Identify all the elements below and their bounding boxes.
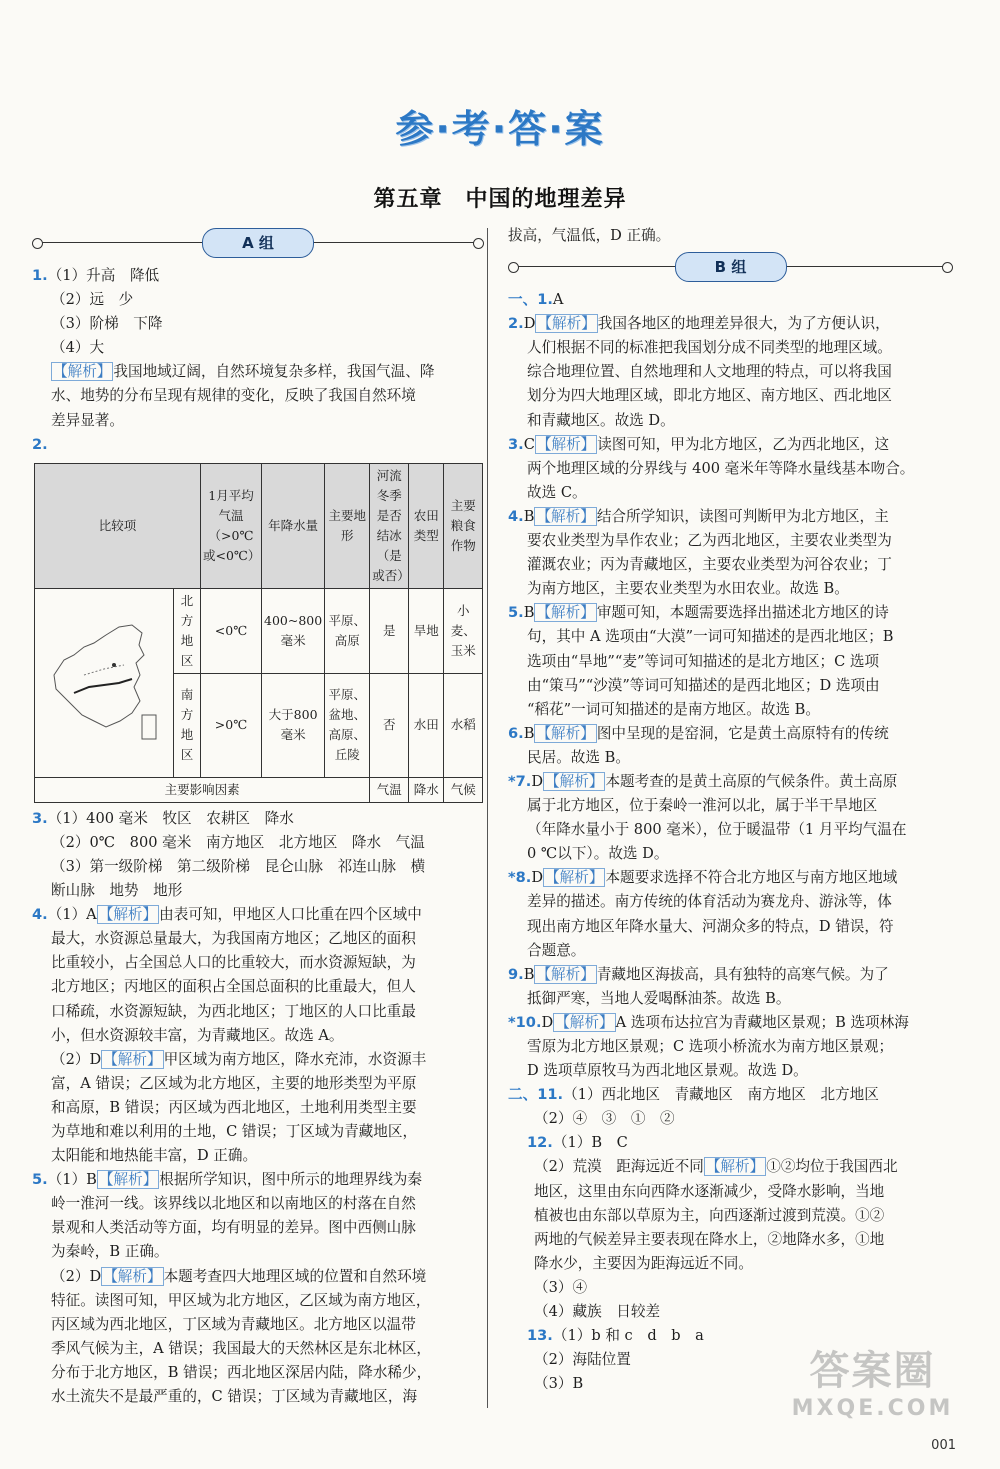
question-2: 2. 比较项 1月平均气温（>0℃或<0℃） 年降水量 主要地形 河流冬季是否结冰（是或否） 农田类型 主要粮食作物 北方地区 <0℃ 400~800毫米 平原、高原 是 旱地 小麦、玉米 南方地区 >0℃ 大于800毫米 平原、盆地、高原、丘陵 否 水田 水稻 主要影响因素 气温 降水 气候 [32,433,484,803]
question-3: 3.（1）400 毫米 牧区 农耕区 降水 （2）0℃ 800 毫米 南方地区 北方地区 降水 气温 （3）第一级阶梯 第二级阶梯 昆仑山脉 祁连山脉 横 断山脉 地势 地形 [32,809,426,900]
page-number: 001 [931,1438,956,1453]
b-question-9: 9.B 【解析】 青藏地区海拔高，具有独特的高寒气候。为了 抵御严寒，当地人爱喝酥油茶。故选 B。 [508,965,889,1007]
china-map [35,588,174,777]
right-column [508,224,953,1396]
b-question-10: *10.D 【解析】 A 选项布达拉宫为青藏地区景观；B 选项林海 雪原为北方地区景观；C 选项小桥流水为南方地区景观； D 选项草原牧马为西北地区景观。故选 D。 [508,1013,909,1080]
question-1: 1.（1）升高 降低 （2）远 少 （3）阶梯 下降 （4）大 【解析】 我国地域辽阔，自然环境复杂多样，我国气温、降 水、地势的分布呈现有规律的变化，反映了我国自然环境 差异显著。 [32,267,435,429]
b-question-6: 6.B 【解析】 图中呈现的是窑洞，它是黄土高原特有的传统 民居。故选 B。 [508,724,889,766]
page-header: 参·考·答·案 [395,107,605,151]
b-question-11: 二、11.（1）西北地区 青藏地区 南方地区 北方地区 （2）④ ③ ① ② [508,1086,879,1128]
b-question-1: 一、1.A [508,291,564,309]
comparison-table: 比较项 1月平均气温（>0℃或<0℃） 年降水量 主要地形 河流冬季是否结冰（是或否） 农田类型 主要粮食作物 北方地区 <0℃ 400~800毫米 平原、高原 是 旱地 小麦、玉米 南方地区 >0℃ 大于800毫米 平原、盆地、高原、丘陵 否 水田 水稻 主要影响因素 气温 降水 气候 [34,463,483,803]
group-a-bar [32,228,484,258]
b-question-13: 13.（1）b 和 c d b a （2）海陆位置 （3）B [527,1327,704,1393]
b-question-5: 5.B 【解析】 审题可知，本题需要选择出描述北方地区的诗 句，其中 A 选项由“大漠”一词可知描述的是西北地区；B 选项由“旱地”“麦”等词可知描述的是北方地区；C 选项 由“策马”“沙漠”等词可知描述的是西北地区；D 选项由 “稻花”一词可知描述的是南方地区。故选 B。 [508,604,894,718]
group-a-label: A 组 [202,228,314,258]
group-b-bar [508,252,953,282]
b-question-2: 2.D 【解析】 我国各地区的地理差异很大，为了方便认识， 人们根据不同的标准把我国划分成不同类型的地理区域。 综合地理位置、自然地理和人文地理的特点，可以将我国 划分为四大地理区域，即北方地区、南方地区、西北地区 和青藏地区。故选 D。 [508,315,892,429]
b-question-4: 4.B 【解析】 结合所学知识，读图可判断甲为北方地区，主 要农业类型为旱作农业；乙为西北地区，主要农业类型为 灌溉农业；丙为青藏地区，主要农业类型为河谷农业；丁 为南方地区，主要农业类型为水田农业。故选 B。 [508,507,892,598]
b-question-7: *7.D 【解析】 本题考查的是黄土高原的气候条件。黄土高原 属于北方地区，位于秦岭一淮河以北，属于半干旱地区 （年降水量小于 800 毫米），位于暖温带（1 月平均气温在 0 ℃以下）。故选 D。 [508,772,907,863]
left-column [32,224,484,1409]
question-5: 5.（1）B 【解析】 根据所学知识，图中所示的地理界线为秦 岭一淮河一线。该界线以北地区和以南地区的村落在自然 景观和人类活动等方面，均有明显的差异。图中西侧山脉 为秦岭，B 正确。 （2）D 【解析】 本题考查四大地理区域的位置和自然环境 特征。读图可知，甲区域为北方地区，乙区域为南方地区， 丙区域为西北地区，丁区域为青藏地区。北方地区以温带 季风气候为主，A 错误；我国最大的天然林区是东北林区， 分布于北方地区，B 错误；西北地区深居内陆，降水稀少， 水土流失不是最严重的，C 错误；丁区域为青藏地区，海 [32,1171,432,1405]
chapter-title: 第五章 中国的地理差异 [373,187,627,212]
analysis-tag: 【解析】 [53,363,112,381]
group-b-label: B 组 [675,252,787,282]
b-question-8: *8.D 【解析】 本题要求选择不符合北方地区与南方地区地域 差异的描述。南方传统的体育活动为赛龙舟、游泳等，体 现出南方地区年降水量大、河湖众多的特点，D 错误，符 合题意。 [508,869,898,959]
watermark-logo: 答案圈 MXQE.COM [791,1348,954,1421]
b-question-3: 3.C 【解析】 读图可知，甲为北方地区，乙为西北地区，这 两个地理区域的分界线与 400 毫米年等降水量线基本吻合。 故选 C。 [508,435,915,501]
b-question-12: 12.（1）B C （2）荒漠 距海远近不同 【解析】 ①②均位于我国西北 地区，这里由东向西降水逐渐减少，受降水影响，当地 植被也由东部以草原为主，向西逐渐过渡到荒漠。①② 两地的气候差异主要表现在降水上，②地降水多，①地 降水少，主要因为距海远近不同。 （3）④ （4）藏族 日较差 [527,1134,898,1321]
question-4: 4.（1）A 【解析】 由表可知，甲地区人口比重在四个区域中 最大，水资源总量最大，为我国南方地区；乙地区的面积 比重较小，占全国总人口的比重较大，而水资源短缺，为 北方地区；丙地区的面积占全国总面积的比重最大，但人 口稀疏，水资源短缺，为西北地区；丁地区的人口比重最 小，但水资源较丰富，为青藏地区。故选 A。 （2）D 【解析】 甲区域为南方地区，降水充沛，水资源丰 富，A 错误；乙区域为北方地区，主要的地形类型为平原 和高原，B 错误；丙区域为西北地区，土地利用类型主要 为草地和难以利用的土地，C 错误；丁区域为青藏地区， 太阳能和地热能丰富，D 正确。 [32,906,427,1165]
q5-continuation: 拔高，气温低，D 正确。 [508,227,671,244]
column-divider [487,228,488,1408]
china-map-icon [35,605,173,755]
